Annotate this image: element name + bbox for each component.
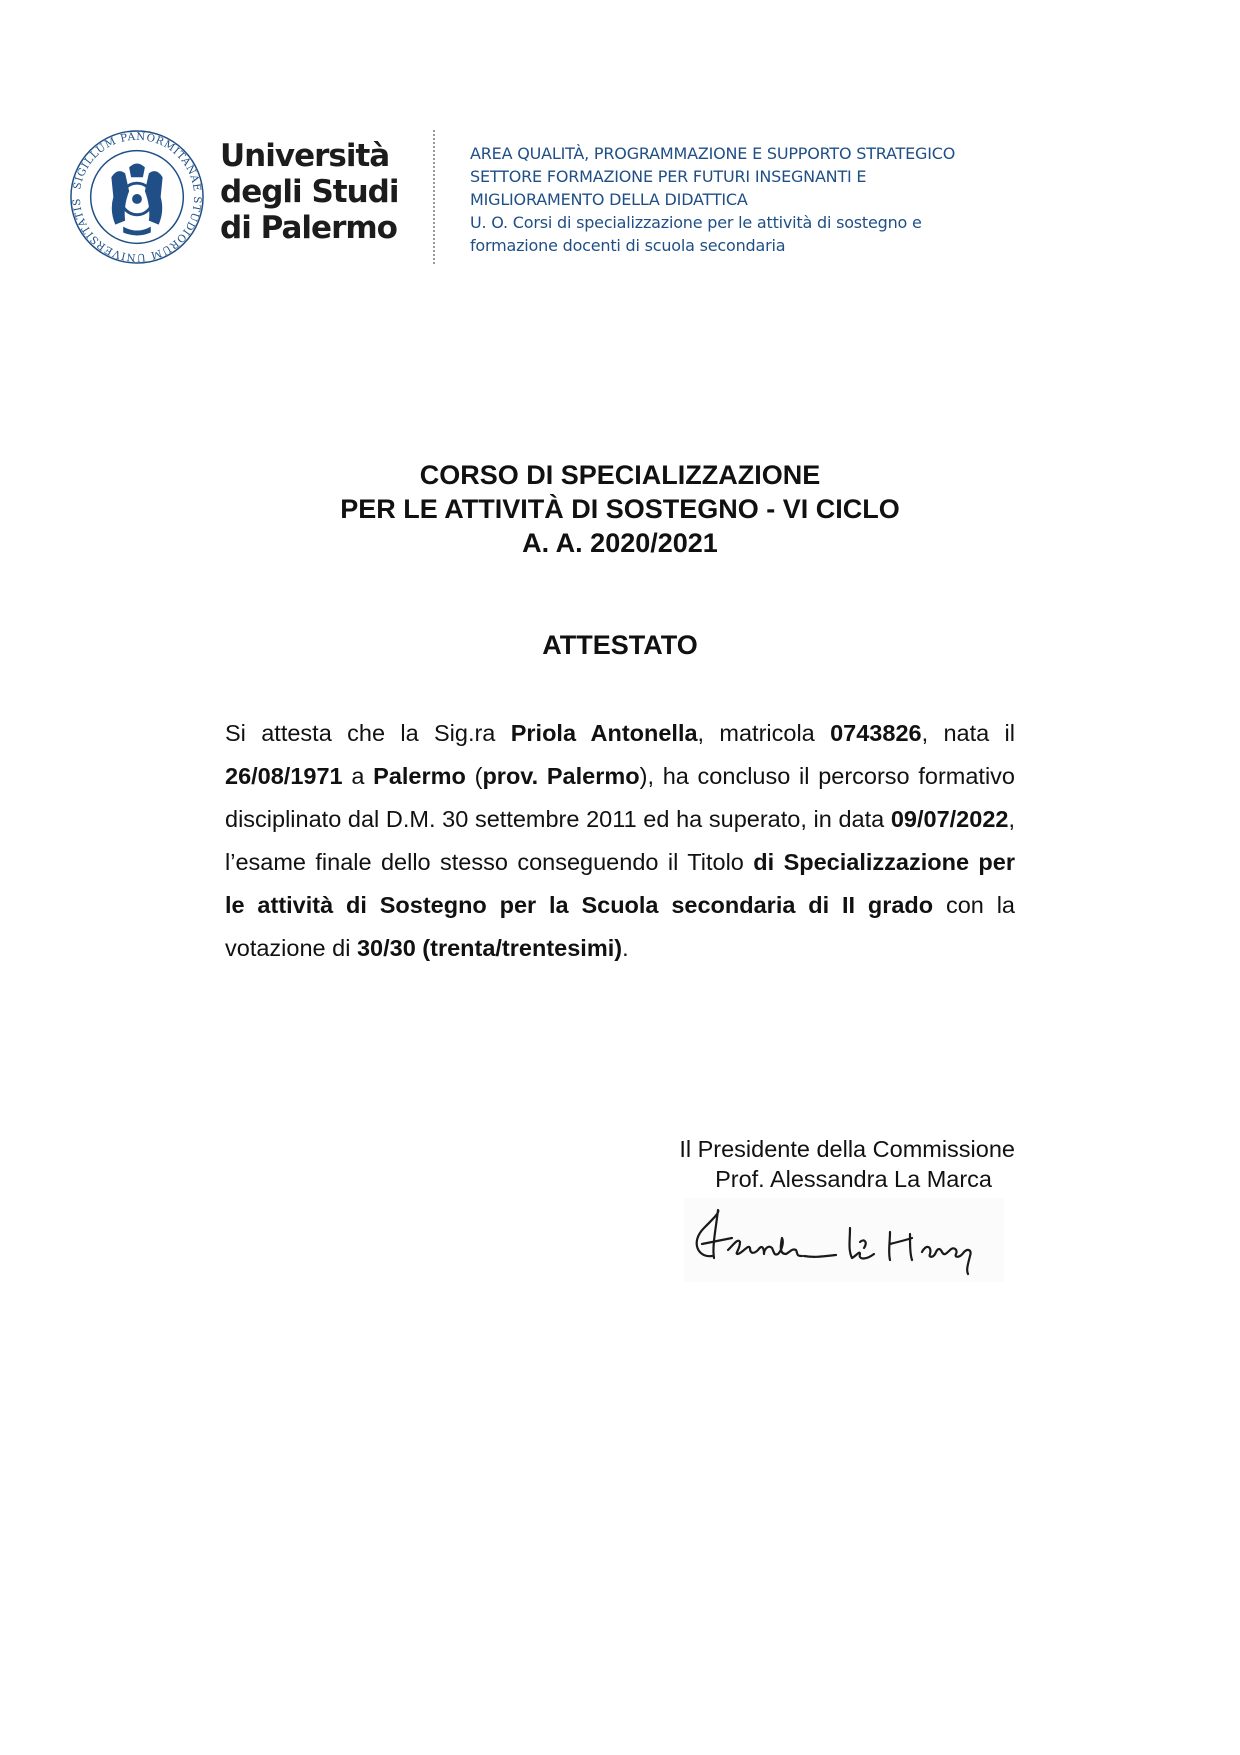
university-wordmark [220, 138, 398, 246]
office-line-1: AREA QUALITÀ, PROGRAMMAZIONE E SUPPORTO STRATEGICO [470, 144, 956, 163]
wordmark-line-1: Università [220, 138, 390, 174]
body-text-5: ( [465, 763, 483, 789]
office-line-3: MIGLIORAMENTO DELLA DIDATTICA [470, 190, 748, 209]
office-line-2: SETTORE FORMAZIONE PER FUTURI INSEGNANTI E [470, 167, 867, 186]
course-title-line-2: PER LE ATTIVITÀ DI SOSTEGNO - VI CICLO [340, 494, 900, 524]
qualification-title: di Specializzazione per le attività di Sostegno per la Scuola secondaria di II grado [225, 849, 1015, 918]
handwritten-signature [684, 1198, 1004, 1282]
letterhead [68, 128, 1168, 268]
course-title [0, 458, 1240, 560]
birth-place: Palermo [373, 763, 466, 789]
document-title: ATTESTATO [542, 630, 698, 660]
body-text-6: ), ha concluso il percorso formativo disciplinato dal D.M. 30 settembre 2011 ed ha superato, in data [225, 763, 1015, 832]
student-name: Priola Antonella [510, 720, 698, 746]
wordmark-line-3: di Palermo [220, 210, 397, 246]
office-line-4: U. O. Corsi di specializzazione per le attività di sostegno e [470, 213, 922, 232]
seal-text: SIGILLUM PANORMITANAE STUDIORUM UNIVERSITATIS [70, 130, 204, 264]
academic-year: A. A. 2020/2021 [522, 528, 718, 558]
header-divider [433, 130, 435, 264]
exam-date: 09/07/2022 [890, 806, 1009, 832]
body-text-4: a [342, 763, 374, 789]
body-text-8: con la votazione di [225, 892, 1015, 961]
body-text-1: Si attesta che la Sig.ra [225, 720, 511, 746]
course-title-line-1: CORSO DI SPECIALIZZAZIONE [419, 460, 821, 490]
office-description [470, 142, 955, 257]
body-text-2: , matricola [697, 720, 831, 746]
birth-province: prov. Palermo [482, 763, 640, 789]
certificate-body [225, 712, 1015, 970]
signer-role: Il Presidente della Commissione [679, 1136, 1015, 1162]
final-grade: 30/30 (trenta/trentesimi) [356, 935, 623, 961]
birth-date: 26/08/1971 [225, 763, 343, 789]
wordmark-line-2: degli Studi [220, 174, 399, 210]
body-text-3: , nata il [921, 720, 1015, 746]
body-text-9: . [622, 935, 629, 961]
signer-name: Prof. Alessandra La Marca [715, 1166, 992, 1192]
office-line-5: formazione docenti di scuola secondaria [470, 236, 786, 255]
university-seal-logo [68, 128, 206, 266]
student-id: 0743826 [830, 720, 922, 746]
body-text-7: , l’esame finale dello stesso conseguendo il Titolo [225, 806, 1015, 875]
